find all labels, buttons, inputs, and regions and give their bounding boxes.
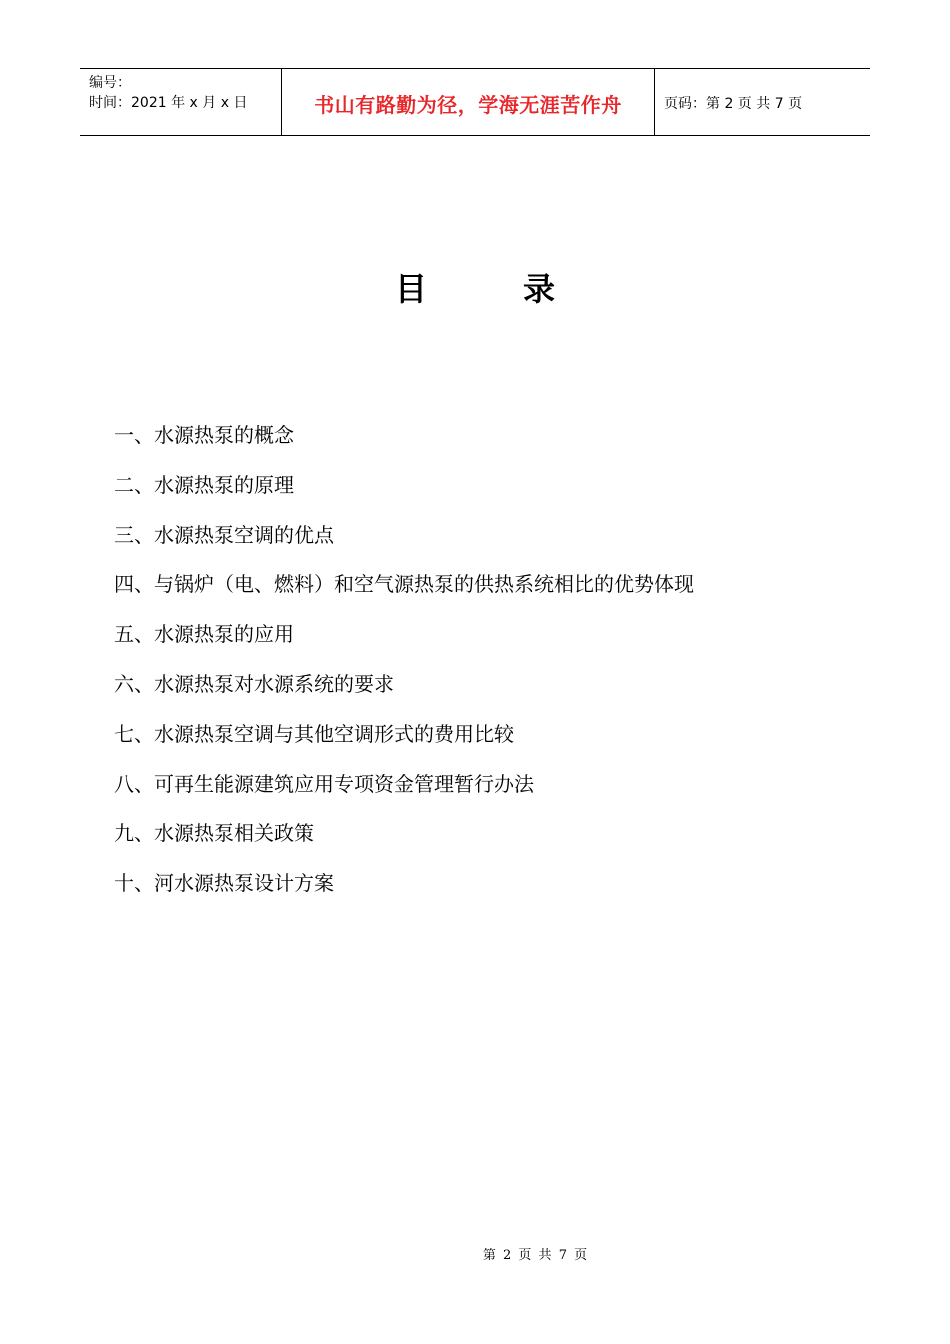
toc-item: 七、水源热泵空调与其他空调形式的费用比较 bbox=[114, 721, 514, 746]
document-number-label: 编号： bbox=[89, 75, 131, 91]
toc-item: 五、水源热泵的应用 bbox=[114, 622, 294, 647]
header-page-info: 页码：第 2 页 共 7 页 bbox=[664, 96, 803, 112]
header-meta-cell bbox=[80, 69, 282, 135]
document-time-label: 时间：2021 年 x 月 x 日 bbox=[89, 95, 248, 111]
toc-item: 一、水源热泵的概念 bbox=[114, 423, 294, 447]
toc-item: 四、与锅炉（电、燃料）和空气源热泵的供热系统相比的优势体现 bbox=[114, 572, 694, 597]
toc-item: 二、水源热泵的原理 bbox=[114, 472, 294, 497]
page-header bbox=[80, 68, 870, 136]
toc-item: 九、水源热泵相关政策 bbox=[114, 821, 314, 846]
toc-title-right: 录 bbox=[523, 270, 556, 308]
toc-list bbox=[114, 418, 694, 916]
toc-title bbox=[0, 264, 950, 310]
toc-item: 八、可再生能源建筑应用专项资金管理暂行办法 bbox=[114, 771, 534, 796]
footer-page-number: 第 2 页 共 7 页 bbox=[482, 1248, 588, 1263]
toc-item: 六、水源热泵对水源系统的要求 bbox=[114, 671, 394, 696]
toc-title-left: 目 bbox=[394, 270, 427, 308]
toc-item: 十、河水源热泵设计方案 bbox=[114, 871, 334, 896]
toc-item: 三、水源热泵空调的优点 bbox=[114, 522, 334, 547]
header-motto: 书山有路勤为径，学海无涯苦作舟 bbox=[282, 69, 655, 135]
